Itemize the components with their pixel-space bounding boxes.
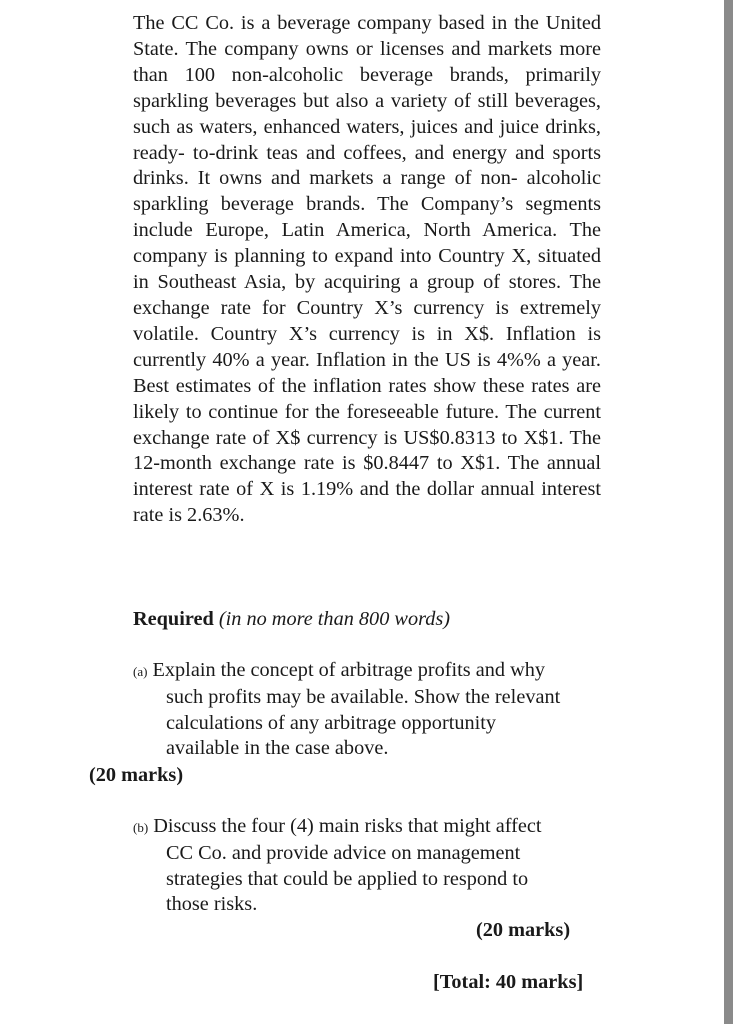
question-b-tag: (b): [133, 820, 149, 835]
required-heading: [133, 606, 450, 632]
question-b-line-2: CC Co. and provide advice on management: [166, 841, 521, 864]
question-a-line-4: available in the case above.: [166, 737, 389, 760]
question-a-tag: (a): [133, 664, 148, 679]
required-label: Required: [133, 608, 214, 630]
question-b-line-3: strategies that could be applied to respond to: [166, 867, 529, 890]
question-a-text-1: Explain the concept of arbitrage profits and why: [152, 659, 546, 681]
total-marks: [Total: 40 marks]: [433, 971, 584, 993]
case-paragraph: The CC Co. is a beverage company based in the United State. The company owns or licenses and markets more than 100 non-alcoholic beverage brands, primarily sparkling beverages but also a variety of still beverages, such as waters, enhanced waters, juices and juice drinks, ready- to-drink teas and coffees, and energy and sports drinks. It owns and markets a range of non- alcoholic sparkling beverage brands. The Company’s segments include Europe, Latin America, North America. The company is planning to expand into Country X, situated in Southeast Asia, by acquiring a group of stores. The exchange rate for Country X’s currency is extremely volatile. Country X’s currency is in X$. Inflation is currently 40% a year. Inflation in the US is 4%% a year. Best estimates of the inflation rates show these rates are likely to continue for the foreseeable future. The current exchange rate of X$ currency is US$0.8313 to X$1. The 12-month exchange rate is $0.8447 to X$1. The annual interest rate of X is 1.19% and the dollar annual interest rate is 2.63%.: [133, 12, 601, 527]
question-b-line-4: those risks.: [166, 893, 258, 916]
question-a-line-2: such profits may be available. Show the relevant: [166, 685, 561, 708]
question-b-text-1: Discuss the four (4) main risks that might affect: [153, 815, 542, 837]
required-note: (in no more than 800 words): [218, 608, 451, 630]
question-a-line-3: calculations of any arbitrage opportunity: [166, 711, 497, 734]
question-a-line-1: [133, 658, 603, 685]
question-b: [133, 814, 603, 918]
question-a-marks: (20 marks): [89, 764, 184, 786]
page-edge-bar: [724, 0, 733, 1024]
question-b-line-1: [133, 814, 603, 841]
question-a: [133, 658, 603, 762]
question-b-marks: (20 marks): [476, 919, 571, 941]
